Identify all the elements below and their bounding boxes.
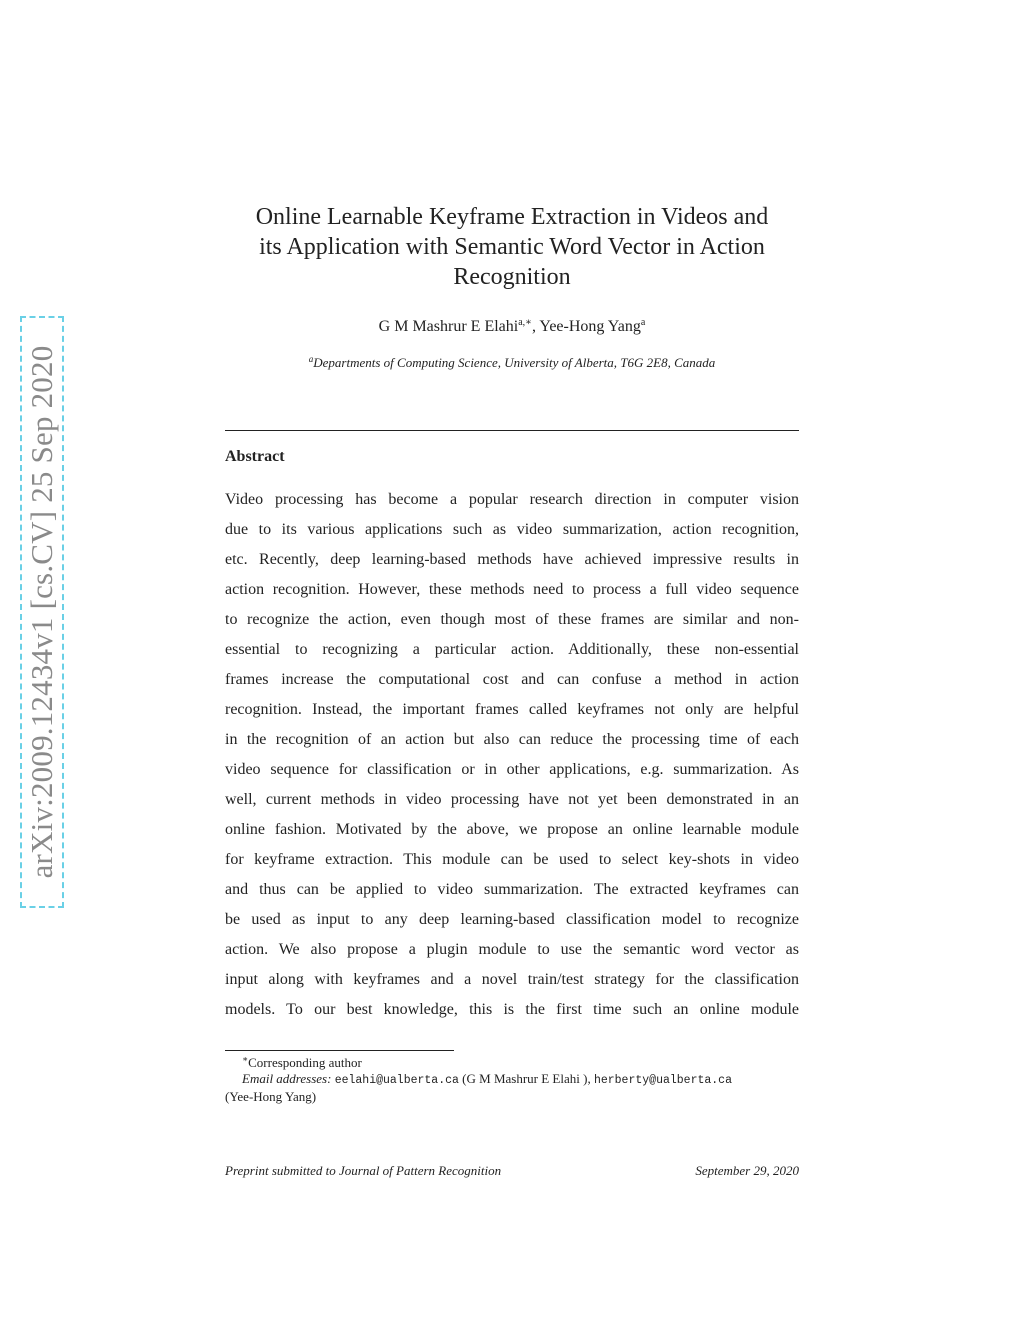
email-label: Email addresses: bbox=[242, 1071, 332, 1086]
abstract-line: online fashion. Motivated by the above, we propose an online learnable module bbox=[225, 821, 799, 838]
preprint-date: September 29, 2020 bbox=[695, 1163, 799, 1178]
abstract-line: action recognition. However, these methods need to process a full video sequence bbox=[225, 581, 799, 598]
corresponding-author-note bbox=[225, 1055, 805, 1071]
author-list bbox=[200, 318, 824, 336]
title-line: its Application with Semantic Word Vector in Action bbox=[259, 234, 765, 260]
abstract-line: models. To our best knowledge, this is the first time such an online module bbox=[225, 1001, 799, 1018]
abstract-line: action. We also propose a plugin module to use the semantic word vector as bbox=[225, 941, 799, 958]
author-name: G M Mashrur E Elahi bbox=[378, 318, 519, 335]
email-owner: (G M Mashrur E Elahi ), bbox=[462, 1071, 591, 1086]
abstract-line: frames increase the computational cost and can confuse a method in action bbox=[225, 671, 799, 688]
title-line: Recognition bbox=[453, 264, 571, 290]
arxiv-identifier[interactable]: arXiv:2009.12434v1 [cs.CV] 25 Sep 2020 bbox=[24, 345, 59, 879]
abstract-line: and thus can be applied to video summarization. The extracted keyframes can bbox=[225, 881, 799, 898]
abstract-line: essential to recognizing a particular action. Additionally, these non-essential bbox=[225, 641, 799, 658]
abstract-top-rule bbox=[225, 430, 799, 431]
abstract-line: input along with keyframes and a novel train/test strategy for the classification bbox=[225, 971, 799, 988]
footnote-rule bbox=[225, 1050, 454, 1051]
paper-title bbox=[200, 202, 824, 292]
affiliation bbox=[200, 355, 824, 371]
abstract-line: recognition. Instead, the important frames called keyframes not only are helpful bbox=[225, 701, 799, 718]
abstract-heading: Abstract bbox=[225, 448, 285, 465]
affiliation-mark: a bbox=[308, 354, 314, 364]
author-affiliation-mark: a bbox=[640, 317, 646, 328]
abstract-line: be used as input to any deep learning-based classification model to recognize bbox=[225, 911, 799, 928]
footnote-mark: ∗ bbox=[242, 1054, 249, 1064]
abstract-line: in the recognition of an action but also can reduce the processing time of each bbox=[225, 731, 799, 748]
author-separator: , bbox=[531, 318, 540, 335]
author-name: Yee-Hong Yang bbox=[539, 318, 641, 335]
corresponding-author-text: Corresponding author bbox=[248, 1055, 362, 1070]
title-line: Online Learnable Keyframe Extraction in Videos and bbox=[255, 204, 769, 230]
abstract-line: video sequence for classification or in other applications, e.g. summarization. As bbox=[225, 761, 799, 778]
abstract-line: etc. Recently, deep learning-based methods have achieved impressive results in bbox=[225, 551, 799, 568]
affiliation-text: Departments of Computing Science, University of Alberta, T6G 2E8, Canada bbox=[313, 355, 716, 370]
preprint-footer bbox=[225, 1163, 799, 1179]
email-owner: (Yee-Hong Yang) bbox=[225, 1089, 317, 1104]
email-link[interactable]: herberty@ualberta.ca bbox=[593, 1074, 732, 1087]
abstract-body bbox=[225, 485, 799, 1025]
footnote bbox=[225, 1055, 805, 1105]
abstract-line: for keyframe extraction. This module can be used to select key-shots in video bbox=[225, 851, 799, 868]
abstract-line: to recognize the action, even though most of these frames are similar and non- bbox=[225, 611, 799, 628]
arxiv-stamp bbox=[20, 316, 64, 908]
email-addresses bbox=[225, 1071, 805, 1089]
abstract-line: Video processing has become a popular research direction in computer vision bbox=[225, 491, 799, 508]
abstract-line: well, current methods in video processing have not yet been demonstrated in an bbox=[225, 791, 799, 808]
abstract-line: due to its various applications such as video summarization, action recognition, bbox=[225, 521, 799, 538]
submission-note: Preprint submitted to Journal of Pattern Recognition bbox=[225, 1163, 502, 1178]
author-affiliation-mark: a,∗ bbox=[518, 317, 532, 328]
email-link[interactable]: eelahi@ualberta.ca bbox=[334, 1074, 459, 1087]
